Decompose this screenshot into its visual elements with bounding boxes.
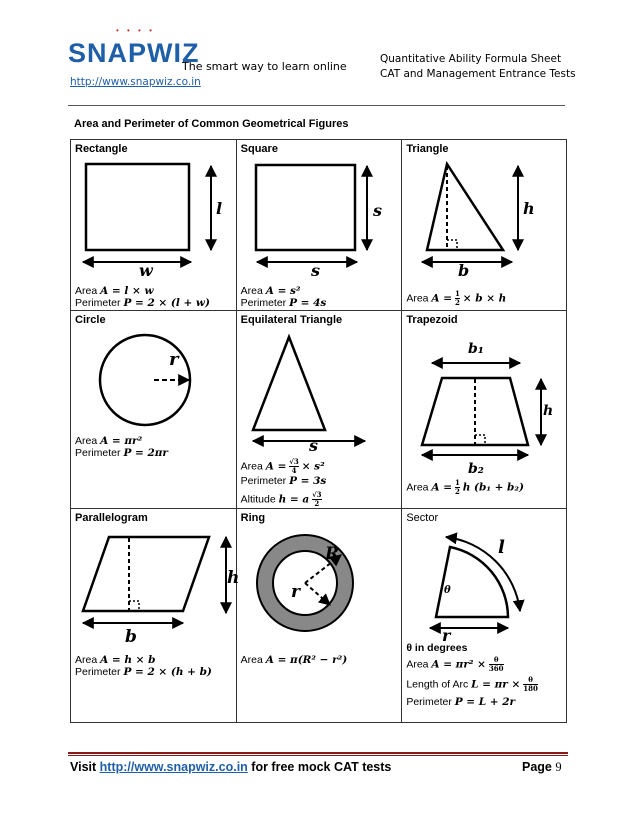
- label-b: b: [125, 627, 137, 647]
- triangle-shape: [427, 164, 503, 250]
- label-l: l: [216, 199, 223, 218]
- label-h: h: [227, 568, 240, 588]
- sheet-title-line2: CAT and Management Entrance Tests: [380, 68, 576, 80]
- cell-title: Triangle: [406, 143, 449, 155]
- area-formula: Area A = s²: [240, 285, 301, 297]
- perimeter-formula: Perimeter P = 4s: [240, 297, 327, 309]
- area-formula: Area A = πr²: [75, 435, 143, 447]
- label-r: r: [442, 626, 451, 645]
- area-formula: Area A = $\frac{√3}{4}$ × s²: [240, 457, 325, 475]
- footer-divider-thin: [68, 755, 568, 756]
- header-divider: [68, 105, 565, 106]
- cell-triangle: [402, 140, 567, 311]
- label-l: l: [498, 537, 506, 558]
- square-figure: [237, 158, 403, 278]
- cell-title: Circle: [75, 314, 106, 326]
- right-angle-marker: [129, 601, 139, 611]
- logo-text: SNAPWIZ: [68, 38, 200, 68]
- label-b2: b₂: [468, 461, 485, 477]
- cell-equilateral-triangle: [236, 311, 402, 509]
- trapezoid-figure: [402, 327, 567, 477]
- label-r: r: [290, 582, 300, 602]
- cell-title: Square: [240, 143, 278, 155]
- cell-ring: [236, 509, 402, 723]
- page-number: Page 9: [522, 760, 562, 774]
- label-s: s: [308, 436, 318, 455]
- ring-figure: [237, 527, 403, 637]
- label-s-bottom: s: [310, 261, 320, 280]
- arc-length-formula: Length of Arc L = πr × $\frac{\theta}{180}$: [406, 675, 538, 693]
- equilateral-figure: [237, 327, 403, 455]
- fraction: $\frac{\theta}{360}$: [488, 655, 504, 673]
- snapwiz-logo: [68, 26, 200, 69]
- right-angle-marker: [475, 435, 485, 445]
- circle-figure: [71, 327, 237, 437]
- header-url-link[interactable]: http://www.snapwiz.co.in: [70, 76, 201, 88]
- label-b1: b₁: [468, 341, 485, 357]
- rectangle-figure: [71, 158, 237, 278]
- cell-square: [236, 140, 402, 311]
- parallelogram-shape: [83, 537, 209, 611]
- rectangle-shape: [86, 164, 189, 250]
- cell-rectangle: [71, 140, 237, 311]
- degrees-note: θ in degrees: [406, 642, 468, 654]
- cell-title: Equilateral Triangle: [240, 314, 343, 326]
- footer-url-link[interactable]: http://www.snapwiz.co.in: [99, 760, 248, 774]
- parallelogram-figure: [71, 527, 240, 657]
- logo-dots-decoration: • • • •: [116, 26, 155, 35]
- label-w: w: [139, 261, 153, 280]
- footer-divider-thick: [68, 752, 568, 754]
- cell-title: Parallelogram: [75, 512, 148, 524]
- sheet-title-line1: Quantitative Ability Formula Sheet: [380, 53, 562, 65]
- label-h: h: [523, 199, 535, 218]
- cell-circle: [71, 311, 237, 509]
- cell-title: Sector: [406, 512, 439, 524]
- cell-title: Trapezoid: [406, 314, 458, 326]
- section-title: Area and Perimeter of Common Geometrical Figures: [74, 118, 349, 130]
- altitude-formula: Altitude h = a $\frac{√3}{2}$: [240, 490, 322, 508]
- label-s-side: s: [372, 201, 382, 220]
- area-formula: Area A = h × b: [75, 654, 156, 666]
- formula-table: [70, 139, 567, 723]
- fraction: $\frac{\theta}{180}$: [523, 675, 538, 693]
- perimeter-formula: Perimeter P = 3s: [240, 475, 327, 487]
- cell-title: Rectangle: [75, 143, 128, 155]
- area-formula: Area A = l × w: [75, 285, 154, 297]
- area-formula: Area A = πr² × $\frac{\theta}{360}$: [406, 655, 504, 673]
- triangle-figure: [402, 158, 567, 278]
- cell-title: Ring: [240, 512, 266, 524]
- cell-parallelogram: [71, 509, 240, 723]
- fraction: $\frac{√3}{4}$: [289, 457, 299, 475]
- label-r: r: [169, 349, 179, 370]
- fraction: $\frac{1}{2}$: [454, 478, 460, 496]
- cell-sector: [402, 509, 567, 723]
- sector-figure: [402, 527, 567, 645]
- perimeter-formula: Perimeter P = L + 2r: [406, 696, 516, 708]
- label-h: h: [543, 403, 554, 419]
- tagline: The smart way to learn online: [182, 60, 347, 73]
- perimeter-formula: Perimeter P = 2 × (h + b): [75, 666, 212, 678]
- perimeter-formula: Perimeter P = 2πr: [75, 447, 168, 459]
- label-R: R: [324, 544, 339, 564]
- label-theta: θ: [444, 585, 451, 596]
- area-formula: Area A = $\frac{1}{2}$ h (b₁ + b₂): [406, 478, 524, 496]
- fraction: $\frac{√3}{2}$: [312, 490, 322, 508]
- footer-text: Visit http://www.snapwiz.co.in for free mock CAT tests: [70, 760, 392, 774]
- perimeter-formula: Perimeter P = 2 × (l + w): [75, 297, 210, 309]
- square-shape: [256, 165, 355, 250]
- label-b: b: [458, 261, 470, 280]
- sheet-title: [380, 52, 576, 82]
- cell-trapezoid: [402, 311, 567, 509]
- right-angle-marker: [447, 240, 457, 250]
- equilateral-shape: [253, 337, 325, 430]
- area-formula: Area A = $\frac{1}{2}$ × b × h: [406, 289, 507, 307]
- fraction: $\frac{1}{2}$: [454, 289, 460, 307]
- area-formula: Area A = π(R² − r²): [240, 654, 348, 666]
